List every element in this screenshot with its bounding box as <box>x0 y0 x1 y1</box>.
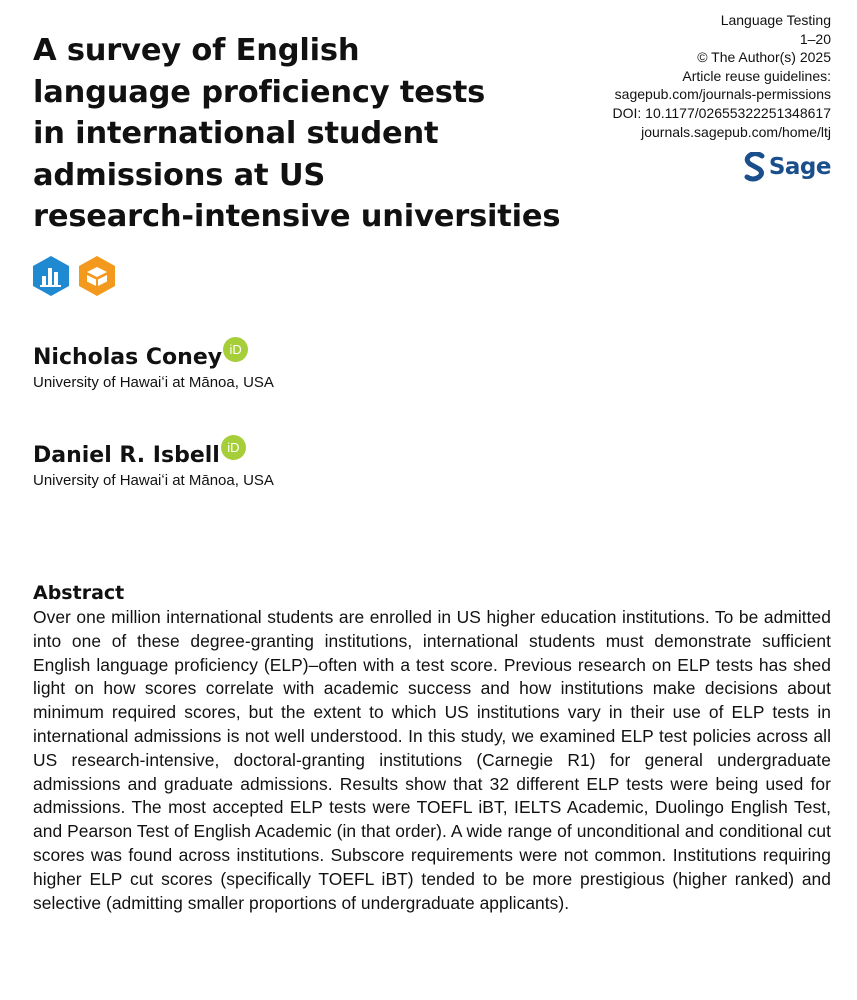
title-line: A survey of English <box>33 33 360 68</box>
copyright: © The Author(s) 2025 <box>697 49 831 66</box>
author-block <box>33 440 274 489</box>
publisher-name: Sage <box>768 154 831 180</box>
open-materials-badge-icon[interactable] <box>77 255 117 297</box>
orcid-icon[interactable]: iD <box>221 435 246 460</box>
title-line: admissions at US <box>33 157 326 193</box>
journal-homepage-link[interactable]: journals.sagepub.com/home/ltj <box>641 123 831 140</box>
open-science-badges <box>31 255 117 297</box>
abstract-heading: Abstract <box>33 582 125 604</box>
sage-logo[interactable] <box>744 149 831 185</box>
title-line: research-intensive universities <box>33 199 561 234</box>
reuse-link[interactable]: sagepub.com/journals-permissions <box>614 86 831 103</box>
abstract-section <box>33 580 831 915</box>
abstract-text: Over one million international students are enrolled in US higher education institutions. To be admitted into one of these degree-granting institutions, international students must demonstrate sufficient English language proficiency (ELP)–often with a test score. Previous research on ELP tests has shed light on how scores correlate with academic success and how institutions make decisions about minimum required scores, but the extent to which US institutions vary in their use of ELP tests in international admissions is not well understood. In this study, we examined ELP test policies across all US research-intensive, doctoral-granting institutions (Carnegie R1) for general undergraduate admissions and graduate admissions. Results show that 32 different ELP tests were being used for admissions. The most accepted ELP tests were TOEFL iBT, IELTS Academic, Duolingo English Test, and Pearson Test of English Academic (in that order). A wide range of unconditional and conditional cut scores was found across institutions. Subscore requirements were not common. Institutions requiring higher ELP cut scores (specifically TOEFL iBT) tended to be more prestigious (higher ranked) and selective (admitting smaller proportions of undergraduate applicants). <box>33 607 831 913</box>
journal-metadata <box>531 11 831 141</box>
article-title <box>33 30 593 238</box>
author-name-row <box>33 440 274 468</box>
journal-name: Language Testing <box>720 12 831 28</box>
author-name[interactable]: Nicholas Coney <box>33 345 223 370</box>
title-line: language proficiency tests <box>33 74 486 110</box>
author-name[interactable]: Daniel R. Isbell <box>33 443 220 468</box>
open-data-badge-icon[interactable] <box>31 255 71 297</box>
author-block <box>33 342 274 391</box>
author-affiliation: University of Hawaiʻi at Mānoa, USA <box>33 374 274 391</box>
title-line: in international student <box>33 116 439 151</box>
reuse-label: Article reuse guidelines: <box>682 67 831 84</box>
author-affiliation: University of Hawaiʻi at Mānoa, USA <box>33 472 274 489</box>
author-name-row <box>33 342 274 370</box>
page-range: 1–20 <box>799 30 831 47</box>
orcid-icon[interactable]: iD <box>223 337 248 362</box>
sage-s-icon <box>744 152 766 182</box>
doi[interactable]: DOI: 10.1177/02655322251348617 <box>612 104 831 121</box>
